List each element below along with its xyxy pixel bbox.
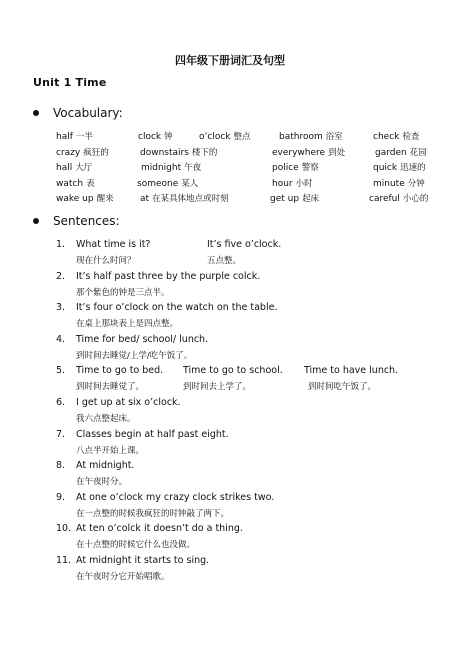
sentence-en: I get up at six o’clock. (76, 396, 181, 408)
bullet-icon (33, 218, 39, 224)
vocab-word: crazy (56, 147, 81, 158)
vocab-item (140, 146, 217, 162)
vocab-item (272, 177, 313, 193)
vocab-meaning: 检查 (402, 132, 420, 142)
vocab-meaning: 某人 (181, 178, 199, 189)
sentence-zh: 我六点整起床。 (76, 413, 136, 424)
vocab-word: get up (270, 194, 300, 205)
vocab-meaning: 浴室 (325, 132, 343, 142)
sentence-en: Time for bed/ school/ lunch. (76, 333, 209, 345)
vocab-word: everywhere (272, 147, 326, 158)
vocab-word: watch (56, 178, 84, 189)
sentence-zh: 八点半开始上课。 (76, 445, 145, 456)
vocab-item (137, 177, 198, 193)
vocab-item (373, 130, 419, 146)
sentence-en-part: Time to go to school. (183, 365, 283, 377)
sentence-number: 11. (56, 554, 72, 566)
vocab-item (375, 146, 427, 162)
unit-heading: Unit 1 Time (33, 76, 107, 89)
vocabulary-heading: Vocabulary: (53, 106, 123, 120)
vocab-item (138, 130, 173, 146)
vocab-word: careful (369, 194, 400, 205)
vocab-word: quick (373, 163, 398, 174)
vocab-item (270, 192, 319, 208)
sentence-en-part: Time to have lunch. (304, 365, 399, 377)
vocab-meaning: 小心的 (402, 194, 429, 205)
sentence-en: At one o’clock my crazy clock strikes two. (76, 491, 275, 503)
sentence-number: 8. (56, 460, 66, 472)
vocab-meaning: 楼下的 (191, 147, 218, 158)
vocab-word: half (56, 132, 73, 142)
vocab-meaning: 起床 (302, 194, 320, 205)
vocab-item (199, 130, 251, 146)
vocab-meaning: 大厅 (75, 163, 93, 174)
sentence-en: At ten o’colck it doesn’t do a thing. (76, 523, 243, 535)
sentence-zh: 到时间去睡觉/上学/吃午饭了。 (76, 350, 193, 361)
vocab-word: minute (373, 178, 405, 189)
sentence-zh: 在桌上那块表上是四点整。 (76, 319, 179, 330)
sentence-en: It’s four o’clock on the watch on the table. (76, 302, 278, 314)
page-title: 四年级下册词汇及句型 (175, 54, 285, 67)
sentence-zh: 那个紫色的钟是三点半。 (76, 287, 170, 298)
vocab-meaning: 午夜 (184, 163, 202, 174)
vocab-word: o’clock (199, 132, 231, 142)
sentence-number: 3. (56, 302, 66, 314)
vocab-item (373, 161, 426, 177)
vocab-item (56, 146, 109, 162)
bullet-icon (33, 110, 39, 116)
vocab-word: midnight (141, 163, 182, 174)
vocab-word: bathroom (279, 132, 323, 142)
sentence-en: At midnight. (76, 460, 135, 472)
vocab-word: someone (137, 178, 179, 189)
sentence-zh-part: 到时间去上学了。 (183, 382, 252, 393)
sentence-en-part: Time to go to bed. (76, 365, 164, 377)
sentence-en: Classes begin at half past eight. (76, 428, 229, 440)
sentence-number: 9. (56, 491, 66, 503)
vocab-word: check (373, 132, 400, 142)
vocab-meaning: 到处 (328, 147, 346, 158)
vocab-meaning: 花园 (409, 147, 427, 158)
sentence-en-part: It’s five o’clock. (207, 239, 282, 250)
vocab-word: hall (56, 163, 73, 174)
sentence-zh-part: 五点整。 (207, 256, 242, 266)
sentence-number: 10. (56, 523, 72, 535)
vocab-word: wake up (56, 194, 94, 205)
vocab-word: downstairs (140, 147, 189, 158)
sentence-zh: 在一点整的时候我疯狂的时钟敲了两下。 (76, 508, 230, 519)
sentence-zh-part: 到时间去睡觉了。 (76, 382, 145, 393)
vocab-item (56, 192, 114, 208)
sentences-heading: Sentences: (53, 214, 120, 228)
sentence-en: It’s half past three by the purple colck. (76, 270, 261, 282)
vocab-meaning: 钟 (164, 132, 173, 142)
vocab-item (279, 130, 343, 146)
sentence-number: 5. (56, 365, 66, 377)
vocab-meaning: 在某具体地点或时刻 (152, 194, 229, 205)
vocab-word: garden (375, 147, 407, 158)
vocab-item (369, 192, 428, 208)
vocab-meaning: 疯狂的 (83, 147, 109, 158)
vocab-item (272, 161, 319, 177)
vocab-item (141, 161, 201, 177)
sentence-number: 2. (56, 270, 66, 282)
sentence-zh: 在十点整的时候它什么也没做。 (76, 540, 196, 551)
sentence-number: 7. (56, 428, 66, 440)
vocab-meaning: 分钟 (407, 178, 425, 189)
vocab-word: hour (272, 178, 293, 189)
vocab-word: at (140, 194, 150, 205)
vocab-meaning: 一半 (75, 132, 93, 142)
vocab-item (56, 161, 92, 177)
vocab-meaning: 小时 (295, 178, 313, 189)
sentence-en: At midnight it starts to sing. (76, 554, 210, 566)
vocabulary-heading-row (33, 106, 123, 120)
vocab-item (56, 177, 95, 193)
vocab-item (373, 177, 425, 193)
sentence-number: 6. (56, 396, 66, 408)
sentence-number: 1. (56, 239, 66, 250)
sentence-number: 4. (56, 333, 66, 345)
sentence-zh-part: 到时间吃午饭了。 (308, 382, 377, 393)
sentences-heading-row (33, 214, 120, 228)
vocab-meaning: 警察 (301, 163, 319, 174)
vocab-item (140, 192, 229, 208)
sentence-zh: 在午夜时分它开始唱歌。 (76, 571, 170, 582)
vocab-item (56, 130, 93, 146)
sentence-zh: 在午夜时分。 (76, 477, 128, 488)
vocab-meaning: 表 (86, 178, 95, 189)
vocab-meaning: 迅速的 (400, 163, 426, 174)
vocab-meaning: 整点 (233, 132, 251, 142)
vocab-meaning: 醒来 (96, 194, 114, 205)
sentence-en-part: What time is it? (76, 239, 151, 250)
vocab-word: police (272, 163, 299, 174)
vocab-item (272, 146, 345, 162)
sentence-zh-part: 现在什么时间？ (76, 256, 136, 266)
vocab-word: clock (138, 132, 162, 142)
